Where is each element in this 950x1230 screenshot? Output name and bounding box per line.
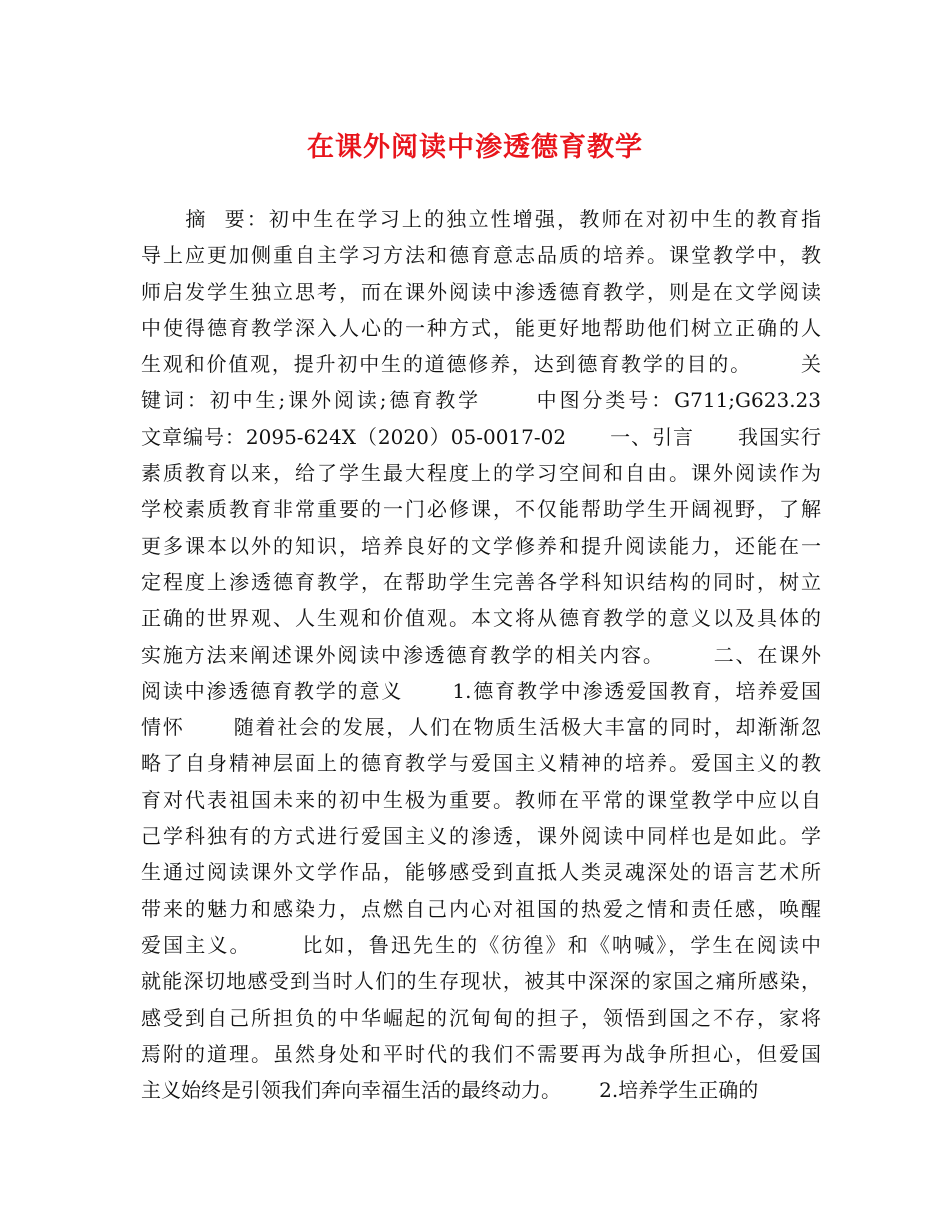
body-text-line: 中使得德育教学深入人心的一种方式，能更好地帮助他们树立正确的人 — [141, 315, 821, 340]
body-text-line: 情怀 随着社会的发展，人们在物质生活极大丰富的同时，却渐渐忽 — [141, 715, 821, 740]
body-text-line: 育对代表祖国未来的初中生极为重要。教师在平常的课堂教学中应以自 — [141, 787, 821, 812]
body-text-line: 文章编号：2095-624X（2020）05-0017-02 一、引言 我国实行 — [141, 424, 821, 449]
body-text-line: 键词：初中生;课外阅读;德育教学 中图分类号：G711;G623.23 — [141, 388, 821, 413]
body-text-line: 定程度上渗透德育教学，在帮助学生完善各学科知识结构的同时，树立 — [141, 569, 821, 594]
body-text-line: 摘 要：初中生在学习上的独立性增强，教师在对初中生的教育指 — [141, 207, 821, 231]
body-text-line: 带来的魅力和感染力，点燃自己内心对祖国的热爱之情和责任感，唤醒 — [141, 896, 821, 921]
body-text-line: 素质教育以来，给了学生最大程度上的学习空间和自由。课外阅读作为 — [141, 461, 821, 486]
body-text-line: 生通过阅读课外文学作品，能够感受到直抵人类灵魂深处的语言艺术所 — [141, 860, 821, 885]
body-text-line: 正确的世界观、人生观和价值观。本文将从德育教学的意义以及具体的 — [141, 606, 821, 631]
body-text-line: 感受到自己所担负的中华崛起的沉甸甸的担子，领悟到国之不存，家将 — [141, 1005, 821, 1030]
body-text-line: 主义始终是引领我们奔向幸福生活的最终动力。 2.培养学生正确的 — [141, 1078, 759, 1103]
body-text-line: 爱国主义。 比如，鲁迅先生的《彷徨》和《呐喊》，学生在阅读中 — [141, 932, 821, 957]
body-text-line: 导上应更加侧重自主学习方法和德育意志品质的培养。课堂教学中，教 — [141, 243, 821, 268]
document-title: 在课外阅读中渗透德育教学 — [307, 132, 643, 163]
body-text-line: 就能深切地感受到当时人们的生存现状，被其中深深的家国之痛所感染， — [141, 969, 821, 994]
body-text-line: 阅读中渗透德育教学的意义 1.德育教学中渗透爱国教育，培养爱国 — [141, 678, 821, 703]
body-text-line: 焉附的道理。虽然身处和平时代的我们不需要再为战争所担心，但爱国 — [141, 1041, 821, 1066]
body-text-line: 略了自身精神层面上的德育教学与爱国主义精神的培养。爱国主义的教 — [141, 751, 821, 776]
body-text-line: 己学科独有的方式进行爱国主义的渗透，课外阅读中同样也是如此。学 — [141, 824, 821, 849]
document-body — [141, 201, 821, 1108]
body-text-line: 实施方法来阐述课外阅读中渗透德育教学的相关内容。 二、在课外 — [141, 642, 821, 667]
body-text-line: 更多课本以外的知识，培养良好的文学修养和提升阅读能力，还能在一 — [141, 533, 821, 558]
body-text-line: 学校素质教育非常重要的一门必修课，不仅能帮助学生开阔视野，了解 — [141, 497, 821, 522]
body-text-line: 生观和价值观，提升初中生的道德修养，达到德育教学的目的。 关 — [141, 352, 821, 377]
body-text-line: 师启发学生独立思考，而在课外阅读中渗透德育教学，则是在文学阅读 — [141, 279, 821, 304]
